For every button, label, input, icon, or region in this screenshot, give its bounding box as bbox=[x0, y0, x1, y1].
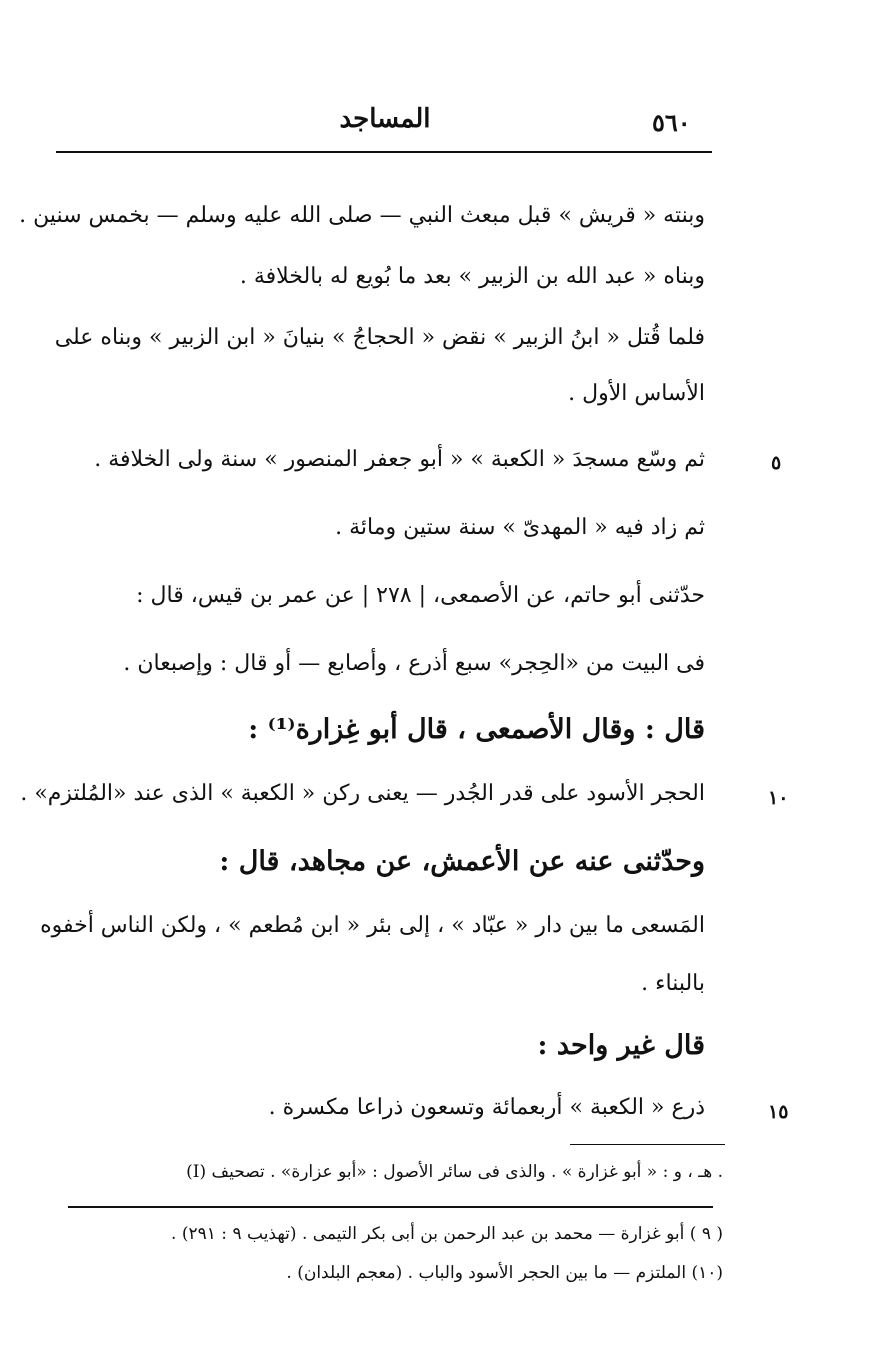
body-line: المَسعى ما بين دار « عبّاد » ، إلى بئر « ابن مُطعم » ، ولكن الناس أخفوه bbox=[40, 913, 705, 938]
body-line: ثم وسّع مسجدَ « الكعبة » « أبو جعفر المنصور » سنة ولى الخلافة . bbox=[94, 447, 705, 472]
running-title: المساجد bbox=[339, 104, 431, 134]
body-line: فى البيت من «الحِجر» سبع أذرع ، وأصابع — أو قال : وإصبعان . bbox=[123, 651, 705, 676]
body-line: وبنته « قريش » قبل مبعث النبي — صلى الله عليه وسلم — بخمس سنين . bbox=[19, 203, 705, 228]
body-line: وبناه « عبد الله بن الزبير » بعد ما بُويع له بالخلافة . bbox=[239, 264, 705, 289]
body-line: الأساس الأول . bbox=[568, 381, 705, 406]
section-heading: قال : وقال الأصمعى ، قال أبو غِزارة⁽¹⁾ : bbox=[248, 714, 705, 745]
variant-note: (I) هـ ، و : « أبو غزارة » . والذى فى سائر الأصول : «أبو عزارة» . تصحيف . bbox=[186, 1162, 723, 1182]
section-heading: وحدّثنى عنه عن الأعمش، عن مجاهد، قال : bbox=[219, 846, 705, 877]
footnote: (١٠) الملتزم — ما بين الحجر الأسود والباب . (معجم البلدان) . bbox=[286, 1263, 723, 1283]
section-heading: قال غير واحد : bbox=[537, 1030, 705, 1061]
footnote-rule bbox=[68, 1206, 713, 1208]
page-number: ٥٦٠ bbox=[652, 108, 691, 137]
variant-note-separator bbox=[570, 1144, 725, 1145]
body-line: بالبناء . bbox=[641, 971, 705, 996]
line-number-15: ١٥ bbox=[768, 1101, 789, 1123]
body-line: ذرع « الكعبة » أربعمائة وتسعون ذراعا مكسرة . bbox=[268, 1095, 705, 1120]
line-number-5: ٥ bbox=[771, 452, 782, 474]
body-line: فلما قُتل « ابنُ الزبير » نقض « الحجاجُ » بنيانَ « ابن الزبير » وبناه على bbox=[54, 325, 705, 350]
body-line: ثم زاد فيه « المهدىّ » سنة ستين ومائة . bbox=[335, 515, 705, 540]
footnote: ( ٩ ) أبو غزارة — محمد بن عبد الرحمن بن أبى بكر التيمى . (تهذيب ٩ : ٢٩١) . bbox=[171, 1224, 723, 1244]
body-line: الحجر الأسود على قدر الجُدر — يعنى ركن « الكعبة » الذى عند «المُلتزم» . bbox=[20, 781, 705, 806]
line-number-10: ١٠ bbox=[768, 787, 789, 809]
header-rule bbox=[56, 151, 712, 153]
body-line: حدّثنى أبو حاتم، عن الأصمعى، | ٢٧٨ | عن عمر بن قيس، قال : bbox=[136, 583, 705, 608]
